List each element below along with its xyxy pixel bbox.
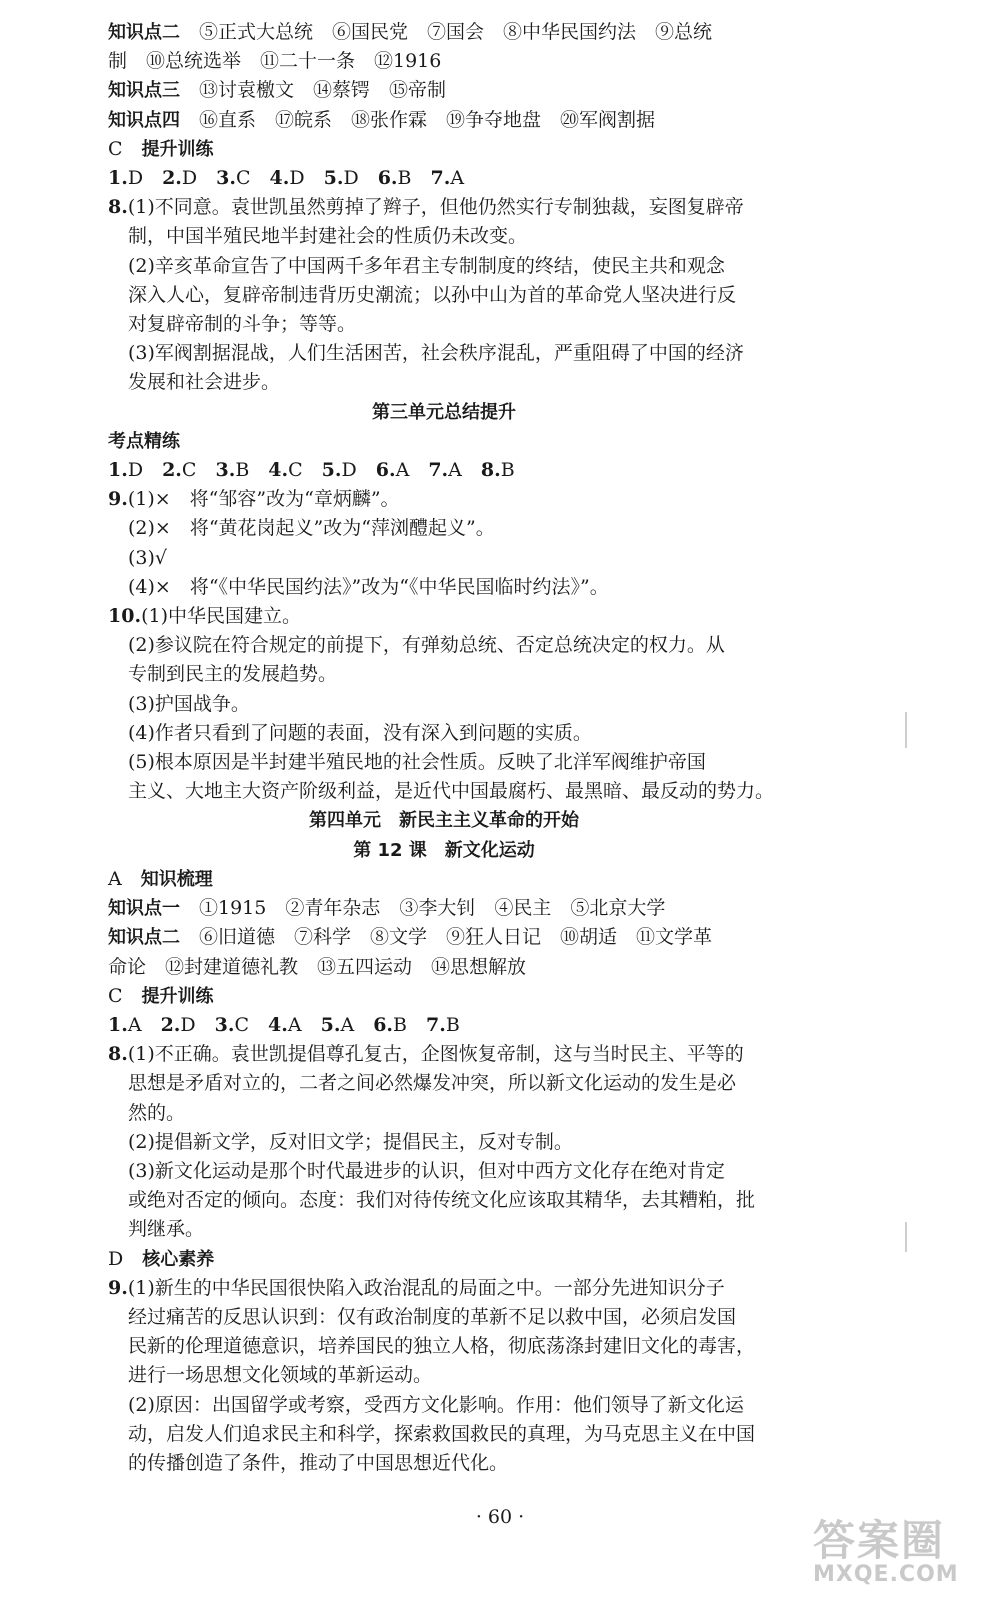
text-line: 第 12 课 新文化运动 (353, 839, 535, 861)
text-line: 9.(1)× 将“邹容”改为“章炳麟”。 (108, 488, 400, 511)
text-line: 民新的伦理道德意识，培养国民的独立人格，彻底荡涤封建旧文化的毒害， (128, 1335, 756, 1358)
text-line: 发展和社会进步。 (128, 371, 281, 394)
watermark-logo (813, 1508, 978, 1590)
text-line: 深入人心，复辟帝制违背历史潮流；以孙中山为首的革命党人坚决进行反 (128, 283, 737, 306)
text-line: 1.A 2.D 3.C 4.A 5.A 6.B 7.B (108, 1013, 460, 1036)
text-line: 9.(1)新生的中华民国很快陷入政治混乱的局面之中。一部分先进知识分子 (108, 1276, 725, 1299)
text-line: 考点精练 (108, 430, 180, 452)
text-line: 制 ⑩总统选举 ⑪二十一条 ⑫1916 (108, 50, 442, 73)
text-line: (2)辛亥革命宣告了中国两千多年君主专制制度的终结，使民主共和观念 (128, 254, 725, 277)
text-line: (3)护国战争。 (128, 692, 250, 715)
text-line: 8.(1)不同意。袁世凯虽然剪掉了辫子，但他仍然实行专制独裁，妄图复辟帝 (108, 196, 744, 219)
text-line: (2)× 将“黄花岗起义”改为“萍浏醴起义”。 (128, 517, 495, 540)
text-line: 对复辟帝制的斗争；等等。 (128, 313, 357, 336)
text-line: 1.D 2.C 3.B 4.C 5.D 6.A 7.A 8.B (108, 459, 515, 482)
text-line: 进行一场思想文化领域的革新运动。 (128, 1364, 433, 1387)
text-line: 主义、大地主大资产阶级利益，是近代中国最腐朽、最黑暗、最反动的势力。 (128, 780, 775, 803)
text-line: 知识点一 ①1915 ②青年杂志 ③李大钊 ④民主 ⑤北京大学 (108, 897, 666, 920)
text-line: A 知识梳理 (108, 867, 213, 890)
text-line: 1.D 2.D 3.C 4.D 5.D 6.B 7.A (108, 167, 465, 190)
text-line: (2)参议院在符合规定的前提下，有弹劾总统、否定总统决定的权力。从 (128, 634, 725, 657)
watermark-bottom: MXQE.COM (813, 1562, 959, 1587)
scan-edge-mark (905, 712, 907, 748)
text-line: 知识点三 ⑬讨袁檄文 ⑭蔡锷 ⑮帝制 (108, 79, 447, 102)
text-line: 知识点二 ⑥旧道德 ⑦科学 ⑧文学 ⑨狂人日记 ⑩胡适 ⑪文学革 (108, 926, 713, 949)
text-line: 判继承。 (128, 1218, 205, 1241)
text-line: 知识点二 ⑤正式大总统 ⑥国民党 ⑦国会 ⑧中华民国约法 ⑨总统 (108, 21, 713, 43)
text-line: (4)作者只看到了问题的表面，没有深入到问题的实质。 (128, 721, 592, 744)
text-line: 思想是矛盾对立的，二者之间必然爆发冲突，所以新文化运动的发生是必 (128, 1072, 737, 1095)
text-line: 命论 ⑫封建道德礼教 ⑬五四运动 ⑭思想解放 (108, 955, 527, 978)
text-line: (4)× 将“《中华民国约法》”改为“《中华民国临时约法》”。 (128, 575, 609, 598)
text-line: C 提升训练 (108, 137, 214, 160)
text-line: 动，启发人们追求民主和科学，探索救国救民的真理，为马克思主义在中国 (128, 1422, 756, 1445)
text-line: 知识点四 ⑯直系 ⑰皖系 ⑱张作霖 ⑲争夺地盘 ⑳军阀割据 (108, 108, 656, 131)
text-line: 经过痛苦的反思认识到：仅有政治制度的革新不足以救中国，必须启发国 (128, 1305, 737, 1328)
text-line: 或绝对否定的倾向。态度：我们对待传统文化应该取其精华，去其糟粕，批 (128, 1189, 756, 1212)
text-line: 第三单元总结提升 (372, 401, 516, 423)
scan-edge-mark (905, 1222, 907, 1252)
text-line: (3)√ (128, 546, 168, 569)
text-line: (5)根本原因是半封建半殖民地的社会性质。反映了北洋军阀维护帝国 (128, 751, 706, 774)
text-line: 8.(1)不正确。袁世凯提倡尊孔复古，企图恢复帝制，这与当时民主、平等的 (108, 1043, 744, 1066)
text-line: 制，中国半殖民地半封建社会的性质仍未改变。 (128, 225, 528, 248)
text-line: 的传播创造了条件，推动了中国思想近代化。 (128, 1451, 509, 1474)
watermark-top: 答案圈 (813, 1516, 946, 1565)
page-number: · 60 · (475, 1506, 525, 1528)
text-line: 第四单元 新民主主义革命的开始 (309, 810, 579, 832)
text-line: (2)提倡新文学，反对旧文学；提倡民主，反对专制。 (128, 1130, 573, 1153)
text-line: C 提升训练 (108, 984, 214, 1007)
text-line: 然的。 (128, 1101, 186, 1124)
text-line: (3)军阀割据混战，人们生活困苦，社会秩序混乱，严重阻碍了中国的经济 (128, 342, 744, 365)
text-line: 10.(1)中华民国建立。 (108, 605, 301, 628)
text-line: D 核心素养 (108, 1247, 215, 1270)
text-line: 专制到民主的发展趋势。 (128, 663, 338, 686)
text-line: (3)新文化运动是那个时代最进步的认识，但对中西方文化存在绝对肯定 (128, 1159, 725, 1182)
text-line: (2)原因：出国留学或考察，受西方文化影响。作用：他们领导了新文化运 (128, 1393, 744, 1416)
answer-page-body (108, 18, 780, 1478)
